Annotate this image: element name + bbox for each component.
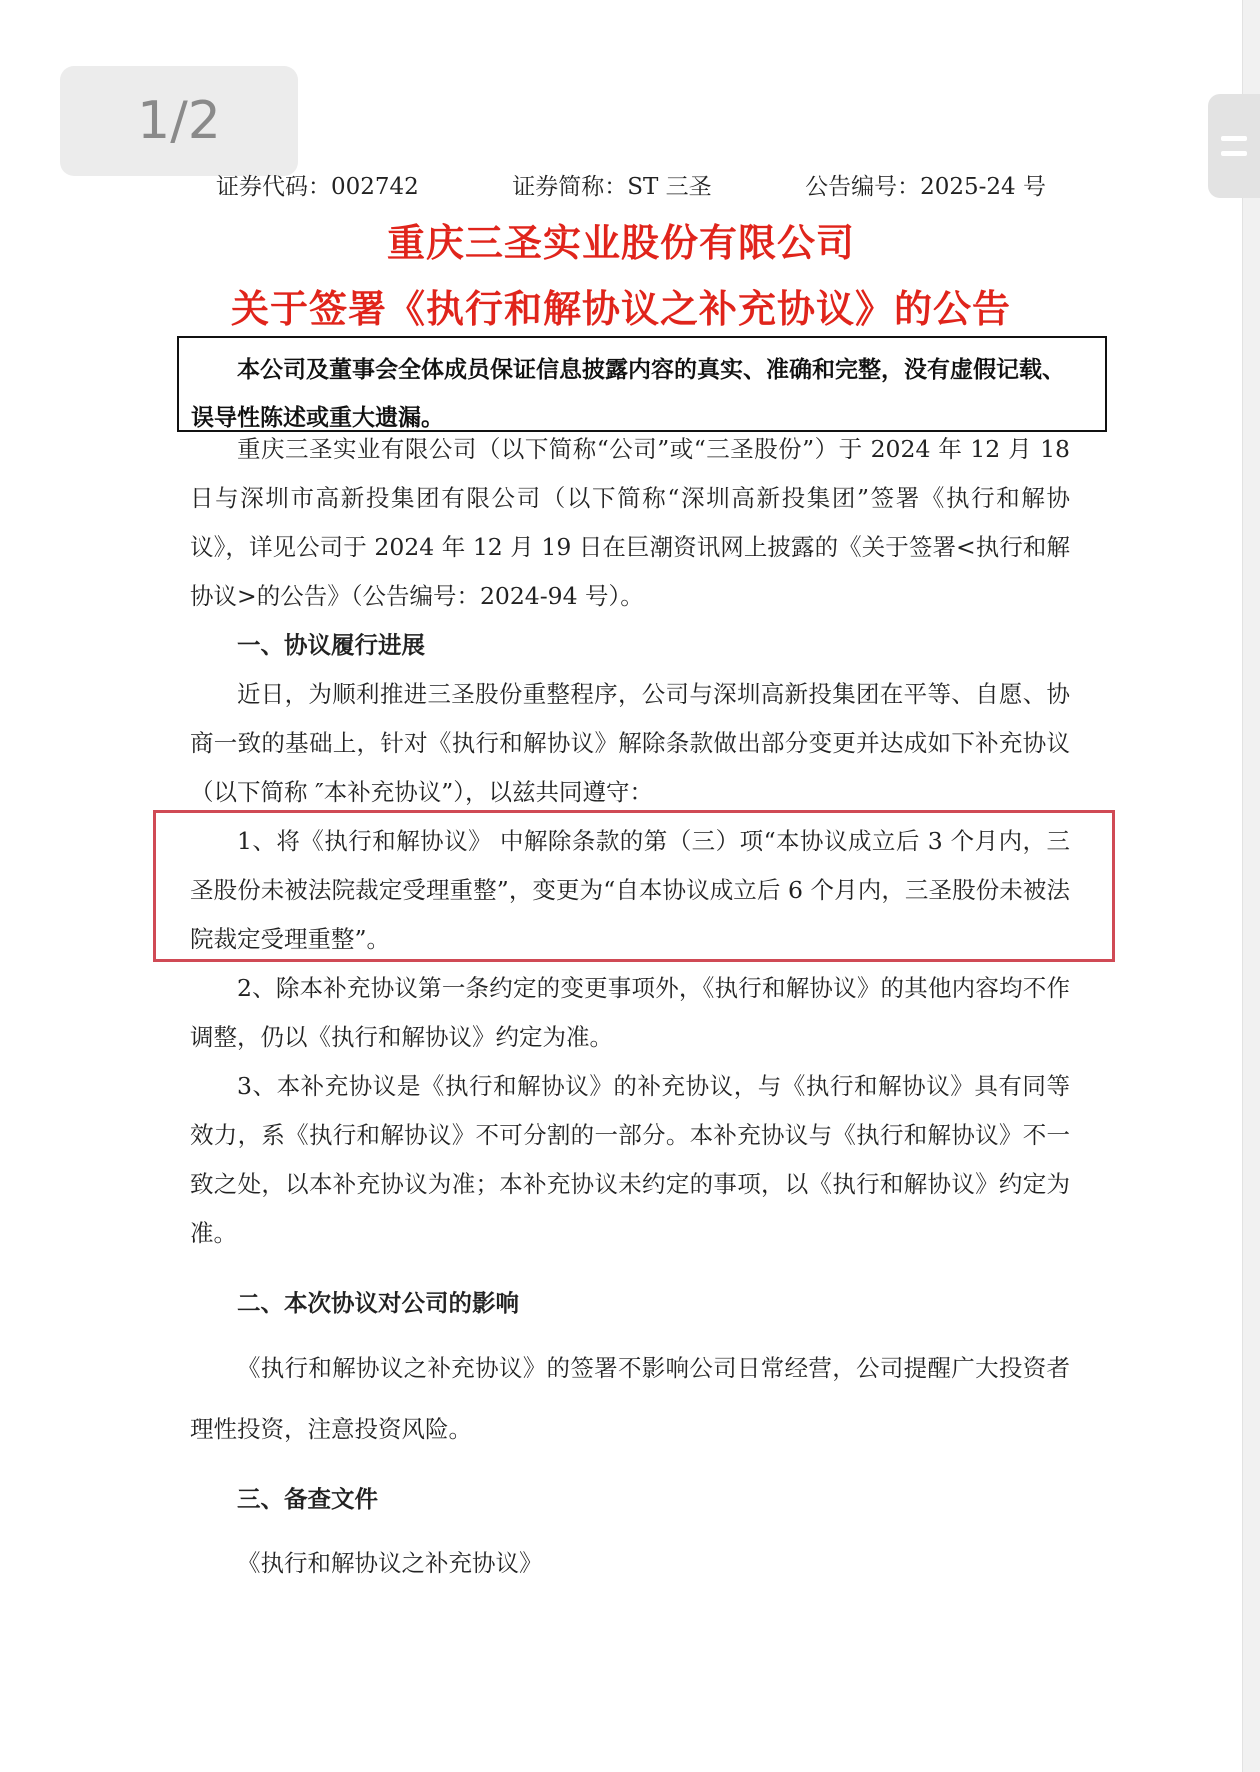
highlight-box — [153, 810, 1115, 962]
intro-paragraph: 重庆三圣实业有限公司（以下简称“公司”或“三圣股份”）于 2024 年 12 月 18 日与深圳市高新投集团有限公司（以下简称“深圳高新投集团”签署《执行和解协议》，详见公司于 2024 年 12 月 19 日在巨潮资讯网上披露的《关于签署<执行和解协议>的公告》（公告编号：2024-94 号）。 — [190, 435, 1070, 610]
page-indicator: 1/2 — [60, 66, 298, 176]
section1-heading: 一、协议履行进展 — [237, 631, 425, 659]
company-title: 重庆三圣实业股份有限公司 — [386, 220, 855, 265]
hamburger-icon[interactable] — [1208, 94, 1260, 198]
stock-code: 证券代码：002742 — [216, 174, 419, 200]
section1-item2: 2、除本补充协议第一条约定的变更事项外，《执行和解协议》的其他内容均不作调整，仍以《执行和解协议》约定为准。 — [190, 974, 1070, 1051]
stock-name: 证券简称：ST 三圣 — [512, 174, 712, 200]
announcement-number: 公告编号：2025-24 号 — [805, 174, 1046, 200]
announcement-title: 关于签署《执行和解协议之补充协议》的公告 — [230, 286, 1011, 331]
section3-heading: 三、备查文件 — [237, 1485, 378, 1513]
disclosure-notice-box — [177, 336, 1107, 432]
document-header — [216, 168, 1046, 201]
section1-item1: 1、将《执行和解协议》 中解除条款的第（三）项“本协议成立后 3 个月内，三圣股份未被法院裁定受理重整”，变更为“自本协议成立后 6 个月内，三圣股份未被法院裁定受理重整”。 — [190, 827, 1070, 953]
section3-paragraph: 《执行和解协议之补充协议》 — [237, 1549, 543, 1577]
disclosure-notice: 本公司及董事会全体成员保证信息披露内容的真实、准确和完整，没有虚假记载、误导性陈述或重大遗漏。 — [191, 356, 1065, 431]
section2-heading: 二、本次协议对公司的影响 — [237, 1289, 519, 1317]
section1-item3: 3、本补充协议是《执行和解协议》的补充协议，与《执行和解协议》具有同等效力，系《执行和解协议》不可分割的一部分。本补充协议与《执行和解协议》不一致之处，以本补充协议为准；本补充协议未约定的事项，以《执行和解协议》约定为准。 — [190, 1072, 1070, 1247]
section2-paragraph: 《执行和解协议之补充协议》的签署不影响公司日常经营，公司提醒广大投资者理性投资，注意投资风险。 — [190, 1354, 1070, 1443]
section1-paragraph: 近日，为顺利推进三圣股份重整程序，公司与深圳高新投集团在平等、自愿、协商一致的基础上，针对《执行和解协议》解除条款做出部分变更并达成如下补充协议（以下简称 ″本补充协议”），以兹共同遵守： — [190, 680, 1070, 806]
